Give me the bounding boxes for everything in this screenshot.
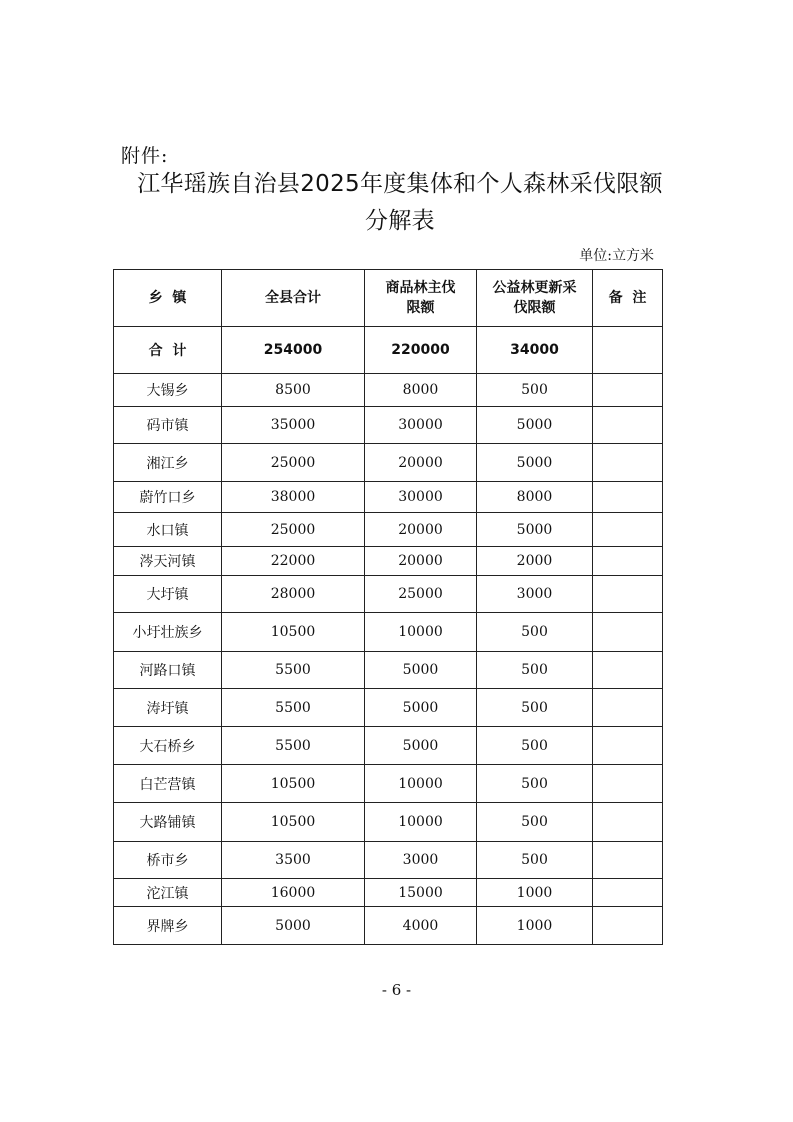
header-commercial-line2: 限额 [406, 300, 435, 316]
township-name: 河路口镇 [114, 652, 222, 689]
table-row [114, 842, 663, 879]
public-value: 500 [477, 613, 593, 652]
table-row [114, 907, 663, 945]
total-county: 254000 [222, 327, 365, 374]
commercial-value: 5000 [365, 689, 477, 727]
public-value: 500 [477, 727, 593, 765]
county-total-value: 25000 [222, 444, 365, 482]
commercial-value: 5000 [365, 652, 477, 689]
commercial-value: 10000 [365, 765, 477, 803]
commercial-value: 30000 [365, 407, 477, 444]
public-value: 500 [477, 765, 593, 803]
remarks-cell [593, 547, 663, 576]
title-line-1: 江华瑶族自治县2025年度集体和个人森林采伐限额 [137, 171, 663, 197]
commercial-value: 4000 [365, 907, 477, 945]
township-name: 涛圩镇 [114, 689, 222, 727]
quota-table [113, 269, 663, 945]
public-value: 500 [477, 689, 593, 727]
public-value: 8000 [477, 482, 593, 513]
table-row [114, 444, 663, 482]
header-township: 乡 镇 [114, 270, 222, 327]
table-row [114, 765, 663, 803]
commercial-value: 15000 [365, 879, 477, 907]
county-total-value: 8500 [222, 374, 365, 407]
commercial-value: 10000 [365, 803, 477, 842]
township-name: 蔚竹口乡 [114, 482, 222, 513]
public-value: 2000 [477, 547, 593, 576]
total-row [114, 327, 663, 374]
public-value: 500 [477, 803, 593, 842]
township-name: 水口镇 [114, 513, 222, 547]
page-number: - 6 - [381, 981, 412, 999]
header-public-line2: 伐限额 [513, 300, 556, 316]
commercial-value: 20000 [365, 513, 477, 547]
commercial-value: 8000 [365, 374, 477, 407]
county-total-value: 38000 [222, 482, 365, 513]
total-remarks [593, 327, 663, 374]
table-row [114, 652, 663, 689]
county-total-value: 5000 [222, 907, 365, 945]
public-value: 3000 [477, 576, 593, 613]
remarks-cell [593, 689, 663, 727]
table-row [114, 547, 663, 576]
commercial-value: 30000 [365, 482, 477, 513]
township-name: 涔天河镇 [114, 547, 222, 576]
county-total-value: 16000 [222, 879, 365, 907]
table-row [114, 513, 663, 547]
county-total-value: 5500 [222, 652, 365, 689]
table-header-row [114, 270, 663, 327]
township-name: 大锡乡 [114, 374, 222, 407]
county-total-value: 10500 [222, 613, 365, 652]
commercial-value: 20000 [365, 547, 477, 576]
document-title [100, 166, 700, 240]
table-row [114, 727, 663, 765]
remarks-cell [593, 907, 663, 945]
commercial-value: 20000 [365, 444, 477, 482]
header-public-line1: 公益林更新采 [492, 280, 577, 296]
table-row [114, 879, 663, 907]
remarks-cell [593, 613, 663, 652]
remarks-cell [593, 765, 663, 803]
table-row [114, 482, 663, 513]
public-value: 5000 [477, 407, 593, 444]
township-name: 小圩壮族乡 [114, 613, 222, 652]
township-name: 大圩镇 [114, 576, 222, 613]
public-value: 500 [477, 652, 593, 689]
township-name: 沱江镇 [114, 879, 222, 907]
county-total-value: 10500 [222, 765, 365, 803]
table-row [114, 613, 663, 652]
county-total-value: 22000 [222, 547, 365, 576]
public-value: 5000 [477, 513, 593, 547]
commercial-value: 10000 [365, 613, 477, 652]
township-name: 湘江乡 [114, 444, 222, 482]
header-public [477, 270, 593, 327]
header-county-total: 全县合计 [222, 270, 365, 327]
remarks-cell [593, 803, 663, 842]
township-name: 桥市乡 [114, 842, 222, 879]
remarks-cell [593, 879, 663, 907]
township-name: 大路铺镇 [114, 803, 222, 842]
remarks-cell [593, 482, 663, 513]
public-value: 1000 [477, 879, 593, 907]
remarks-cell [593, 842, 663, 879]
county-total-value: 35000 [222, 407, 365, 444]
total-label: 合 计 [114, 327, 222, 374]
total-public: 34000 [477, 327, 593, 374]
header-commercial [365, 270, 477, 327]
township-name: 码市镇 [114, 407, 222, 444]
county-total-value: 5500 [222, 689, 365, 727]
header-commercial-line1: 商品林主伐 [385, 280, 456, 296]
remarks-cell [593, 576, 663, 613]
attachment-label: 附件: [121, 145, 169, 167]
table-row [114, 407, 663, 444]
township-name: 白芒营镇 [114, 765, 222, 803]
county-total-value: 25000 [222, 513, 365, 547]
county-total-value: 10500 [222, 803, 365, 842]
table-row [114, 803, 663, 842]
county-total-value: 5500 [222, 727, 365, 765]
remarks-cell [593, 513, 663, 547]
public-value: 5000 [477, 444, 593, 482]
county-total-value: 28000 [222, 576, 365, 613]
township-name: 界牌乡 [114, 907, 222, 945]
remarks-cell [593, 727, 663, 765]
public-value: 500 [477, 374, 593, 407]
remarks-cell [593, 374, 663, 407]
county-total-value: 3500 [222, 842, 365, 879]
township-name: 大石桥乡 [114, 727, 222, 765]
public-value: 500 [477, 842, 593, 879]
remarks-cell [593, 652, 663, 689]
commercial-value: 25000 [365, 576, 477, 613]
total-commercial: 220000 [365, 327, 477, 374]
table-row [114, 374, 663, 407]
commercial-value: 3000 [365, 842, 477, 879]
remarks-cell [593, 444, 663, 482]
unit-label: 单位:立方米 [579, 248, 654, 264]
public-value: 1000 [477, 907, 593, 945]
commercial-value: 5000 [365, 727, 477, 765]
title-line-2: 分解表 [365, 208, 435, 234]
table-row [114, 576, 663, 613]
table-row [114, 689, 663, 727]
remarks-cell [593, 407, 663, 444]
header-remarks: 备 注 [593, 270, 663, 327]
